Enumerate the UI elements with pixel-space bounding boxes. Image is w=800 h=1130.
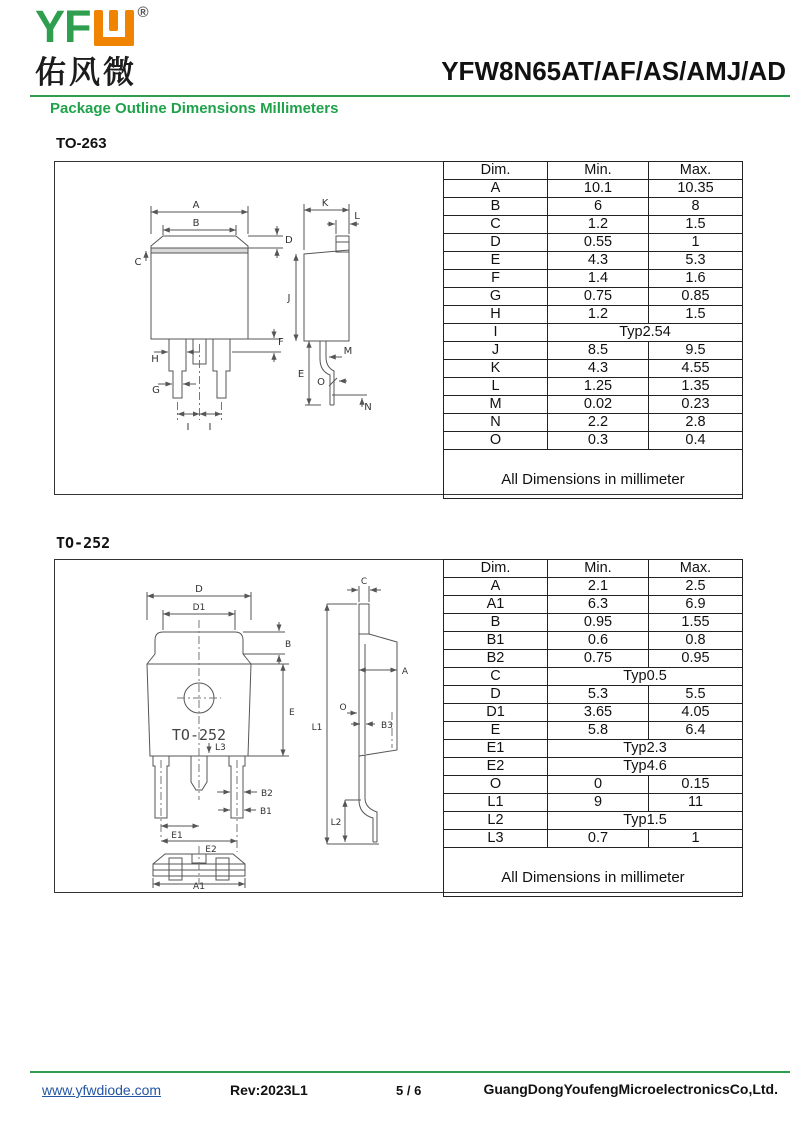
section-label-to252: TO-252 <box>56 534 111 552</box>
min-cell: 0.75 <box>548 288 649 306</box>
min-cell: 1.4 <box>548 270 649 288</box>
dim-label-b: B <box>192 218 200 229</box>
typ-cell: Typ4.6 <box>548 758 743 776</box>
document-title: YFW8N65AT/AF/AS/AMJ/AD <box>441 56 786 86</box>
to263-drawing <box>59 162 441 492</box>
column-header: Min. <box>548 162 649 180</box>
min-cell: 0.55 <box>548 234 649 252</box>
min-cell: 2.1 <box>548 578 649 596</box>
dim-label-a: A <box>401 667 409 677</box>
registered-trademark-icon: ® <box>137 4 149 21</box>
table-row <box>444 396 743 414</box>
to252-front-view <box>147 584 295 855</box>
package-body-label: TO-252 <box>171 726 227 744</box>
typ-cell: Typ2.54 <box>548 324 743 342</box>
max-cell: 0.85 <box>649 288 743 306</box>
min-cell: 0 <box>548 776 649 794</box>
typ-cell: Typ2.3 <box>548 740 743 758</box>
dim-cell: D <box>444 686 548 704</box>
dim-label-a1: A1 <box>193 882 205 890</box>
table-row <box>444 650 743 668</box>
to252-section-box <box>54 559 743 893</box>
dim-cell: E <box>444 252 548 270</box>
dim-cell: G <box>444 288 548 306</box>
dim-label-i2: I <box>208 422 212 433</box>
table-footer-note: All Dimensions in millimeter <box>444 848 743 897</box>
dim-label-g: G <box>152 385 160 396</box>
max-cell: 1.35 <box>649 378 743 396</box>
dim-cell: E1 <box>444 740 548 758</box>
dim-label-b2: B2 <box>261 789 273 799</box>
dim-cell: L2 <box>444 812 548 830</box>
page-subtitle: Package Outline Dimensions Millimeters <box>50 100 339 117</box>
table-row <box>444 740 743 758</box>
min-cell: 8.5 <box>548 342 649 360</box>
dim-label-d: D <box>195 584 203 595</box>
table-row <box>444 378 743 396</box>
company-name: GuangDongYoufengMicroelectronicsCo,Ltd. <box>483 1081 778 1097</box>
min-cell: 2.2 <box>548 414 649 432</box>
dim-cell: B1 <box>444 632 548 650</box>
column-header: Min. <box>548 560 649 578</box>
logo-text-yf: YF <box>35 1 91 52</box>
dim-cell: O <box>444 432 548 450</box>
column-header: Dim. <box>444 162 548 180</box>
logo-chinese-text: 佑风微 <box>35 55 137 90</box>
dim-cell: B2 <box>444 650 548 668</box>
website-link[interactable]: www.yfwdiode.com <box>42 1082 162 1098</box>
min-cell: 0.75 <box>548 650 649 668</box>
min-cell: 10.1 <box>548 180 649 198</box>
max-cell: 4.05 <box>649 704 743 722</box>
table-row <box>444 704 743 722</box>
dim-label-l: L <box>354 211 360 222</box>
to252-bottom-view <box>153 846 245 890</box>
dim-label-l2: L2 <box>330 818 342 828</box>
table-row <box>444 324 743 342</box>
table-footer-row <box>444 848 743 897</box>
max-cell: 0.15 <box>649 776 743 794</box>
table-row <box>444 614 743 632</box>
dim-label-n: N <box>364 402 372 413</box>
to263-dims-table <box>443 161 743 499</box>
table-header-row <box>444 560 743 578</box>
typ-cell: Typ0.5 <box>548 668 743 686</box>
table-row <box>444 252 743 270</box>
to263-front-view <box>135 200 293 433</box>
section-label-to263: TO-263 <box>56 135 107 152</box>
min-cell: 0.02 <box>548 396 649 414</box>
dim-cell: L1 <box>444 794 548 812</box>
dim-label-b3: B3 <box>381 721 393 731</box>
min-cell: 4.3 <box>548 360 649 378</box>
dim-label-k: K <box>321 198 329 209</box>
dim-label-a: A <box>192 200 200 211</box>
dim-cell: I <box>444 324 548 342</box>
table-row <box>444 432 743 450</box>
min-cell: 0.7 <box>548 830 649 848</box>
max-cell: 11 <box>649 794 743 812</box>
dim-label-m: M <box>343 346 353 357</box>
dim-label-h: H <box>151 354 159 365</box>
to252-dims-table <box>443 559 743 897</box>
dim-cell: D1 <box>444 704 548 722</box>
min-cell: 6 <box>548 198 649 216</box>
table-row <box>444 198 743 216</box>
dim-cell: E <box>444 722 548 740</box>
max-cell: 5.5 <box>649 686 743 704</box>
min-cell: 1.2 <box>548 306 649 324</box>
yfw-logo <box>35 1 149 92</box>
dim-label-l1: L1 <box>311 723 323 733</box>
table-row <box>444 342 743 360</box>
table-row <box>444 180 743 198</box>
max-cell: 0.95 <box>649 650 743 668</box>
table-row <box>444 216 743 234</box>
dim-label-f: F <box>278 337 284 348</box>
dim-label-e: E <box>289 708 295 718</box>
dim-cell: O <box>444 776 548 794</box>
dim-label-j: J <box>287 293 291 304</box>
table-row <box>444 288 743 306</box>
dim-cell: A1 <box>444 596 548 614</box>
max-cell: 1.55 <box>649 614 743 632</box>
min-cell: 9 <box>548 794 649 812</box>
max-cell: 5.3 <box>649 252 743 270</box>
dim-label-o: O <box>317 377 325 388</box>
dim-cell: B <box>444 614 548 632</box>
to263-side-view <box>287 198 372 413</box>
dim-label-i1: I <box>186 422 190 433</box>
to263-section-box <box>54 161 743 495</box>
dim-cell: K <box>444 360 548 378</box>
dim-cell: F <box>444 270 548 288</box>
to252-drawing <box>59 560 441 890</box>
dim-cell: B <box>444 198 548 216</box>
dim-label-l3: L3 <box>215 743 226 753</box>
table-row <box>444 270 743 288</box>
dim-cell: C <box>444 216 548 234</box>
min-cell: 6.3 <box>548 596 649 614</box>
column-header: Max. <box>649 162 743 180</box>
table-footer-note: All Dimensions in millimeter <box>444 450 743 499</box>
table-row <box>444 234 743 252</box>
dim-label-b: B <box>285 640 292 650</box>
dim-cell: N <box>444 414 548 432</box>
table-row <box>444 632 743 650</box>
max-cell: 2.5 <box>649 578 743 596</box>
dim-label-d: D <box>285 235 293 246</box>
table-row <box>444 794 743 812</box>
table-row <box>444 578 743 596</box>
dim-label-c: C <box>134 257 142 268</box>
dim-cell: D <box>444 234 548 252</box>
dim-label-o: O <box>339 703 347 713</box>
dim-cell: C <box>444 668 548 686</box>
dim-cell: L <box>444 378 548 396</box>
dim-cell: J <box>444 342 548 360</box>
dim-cell: E2 <box>444 758 548 776</box>
table-row <box>444 414 743 432</box>
logo-w-glyph <box>94 10 134 46</box>
max-cell: 1 <box>649 234 743 252</box>
max-cell: 2.8 <box>649 414 743 432</box>
dim-cell: A <box>444 180 548 198</box>
max-cell: 0.8 <box>649 632 743 650</box>
max-cell: 4.55 <box>649 360 743 378</box>
table-row <box>444 812 743 830</box>
dim-label-c: C <box>360 577 368 587</box>
page-number: 5 / 6 <box>396 1083 422 1098</box>
column-header: Dim. <box>444 560 548 578</box>
max-cell: 0.4 <box>649 432 743 450</box>
footer-divider <box>30 1071 790 1073</box>
min-cell: 5.8 <box>548 722 649 740</box>
table-row <box>444 596 743 614</box>
dim-label-b1: B1 <box>260 807 272 817</box>
max-cell: 9.5 <box>649 342 743 360</box>
dim-cell: A <box>444 578 548 596</box>
dim-label-e1: E1 <box>171 831 183 841</box>
max-cell: 0.23 <box>649 396 743 414</box>
column-header: Max. <box>649 560 743 578</box>
max-cell: 10.35 <box>649 180 743 198</box>
max-cell: 1.5 <box>649 216 743 234</box>
min-cell: 0.6 <box>548 632 649 650</box>
min-cell: 1.2 <box>548 216 649 234</box>
dim-cell: L3 <box>444 830 548 848</box>
table-row <box>444 776 743 794</box>
header-divider <box>30 95 790 97</box>
max-cell: 6.9 <box>649 596 743 614</box>
max-cell: 1.6 <box>649 270 743 288</box>
dim-cell: H <box>444 306 548 324</box>
table-row <box>444 758 743 776</box>
min-cell: 4.3 <box>548 252 649 270</box>
table-row <box>444 306 743 324</box>
table-header-row <box>444 162 743 180</box>
max-cell: 1.5 <box>649 306 743 324</box>
table-row <box>444 360 743 378</box>
min-cell: 5.3 <box>548 686 649 704</box>
dim-cell: M <box>444 396 548 414</box>
min-cell: 0.95 <box>548 614 649 632</box>
max-cell: 1 <box>649 830 743 848</box>
max-cell: 6.4 <box>649 722 743 740</box>
table-row <box>444 722 743 740</box>
dim-label-e2: E2 <box>205 845 217 855</box>
min-cell: 1.25 <box>548 378 649 396</box>
dim-label-d1: D1 <box>192 603 206 613</box>
table-row <box>444 686 743 704</box>
to252-side-view <box>312 577 409 844</box>
typ-cell: Typ1.5 <box>548 812 743 830</box>
table-row <box>444 668 743 686</box>
min-cell: 0.3 <box>548 432 649 450</box>
revision-label: Rev:2023L1 <box>230 1082 308 1098</box>
table-footer-row <box>444 450 743 499</box>
min-cell: 3.65 <box>548 704 649 722</box>
max-cell: 8 <box>649 198 743 216</box>
table-row <box>444 830 743 848</box>
dim-label-e: E <box>297 369 305 380</box>
